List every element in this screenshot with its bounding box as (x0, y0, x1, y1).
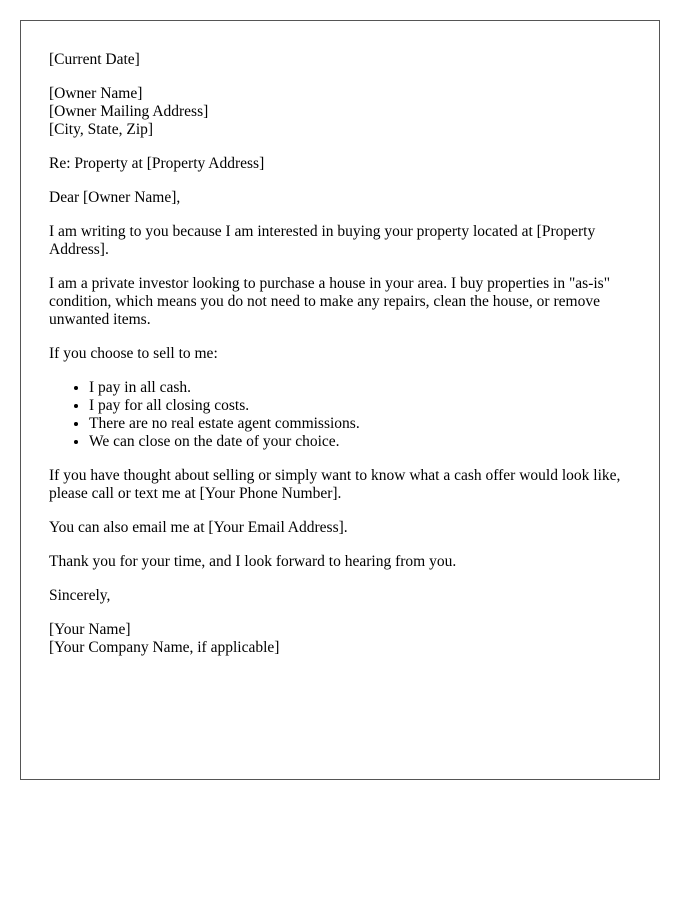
benefit-item: • I pay in all cash. (89, 379, 631, 397)
recipient-address-block (49, 85, 631, 139)
benefit-item: • I pay for all closing costs. (89, 397, 631, 415)
letter-subject: Re: Property at [Property Address] (49, 155, 265, 172)
paragraph-thanks: Thank you for your time, and I look forward to hearing from you. (49, 553, 457, 570)
recipient-city-state-zip: [City, State, Zip] (49, 121, 154, 138)
letter-closing: Sincerely, (49, 587, 111, 604)
signature-name: [Your Name] (49, 621, 131, 638)
letter-page (20, 20, 660, 780)
recipient-name: [Owner Name] (49, 85, 143, 102)
benefits-list (49, 379, 631, 451)
paragraph-about: I am a private investor looking to purchase a house in your area. I buy properties in "as-is" condition, which means you do not need to make any repairs, clean the house, or remove unwanted items. (49, 275, 611, 328)
paragraph-email: You can also email me at [Your Email Address]. (49, 519, 348, 536)
signature-company: [Your Company Name, if applicable] (49, 639, 280, 656)
signature-block (49, 621, 631, 657)
recipient-mailing-address: [Owner Mailing Address] (49, 103, 209, 120)
benefit-item: • There are no real estate agent commissions. (89, 415, 631, 433)
paragraph-benefits-lead: If you choose to sell to me: (49, 345, 218, 362)
benefit-item: • We can close on the date of your choice. (89, 433, 631, 451)
letter-salutation: Dear [Owner Name], (49, 189, 181, 206)
paragraph-contact: If you have thought about selling or simply want to know what a cash offer would look like, please call or text me at [Your Phone Number]. (49, 467, 621, 502)
letter-date: [Current Date] (49, 51, 140, 68)
paragraph-intro: I am writing to you because I am interested in buying your property located at [Property Address]. (49, 223, 596, 258)
